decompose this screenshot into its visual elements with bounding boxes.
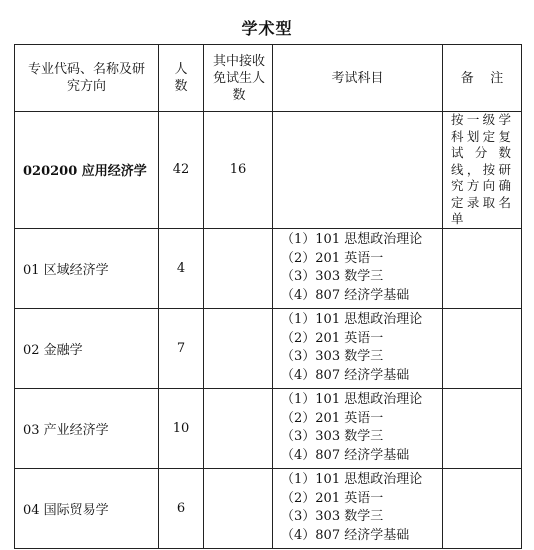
- subject-item: （3）303 数学三: [281, 509, 384, 524]
- direction-name: 03 产业经济学: [15, 388, 159, 468]
- table-row: [15, 468, 522, 548]
- direction-name: 02 金融学: [15, 308, 159, 388]
- major-exempt-count: 16: [204, 112, 273, 229]
- subject-item: （2）201 英语一: [281, 490, 384, 506]
- subject-item: （1）101 思想政治理论: [281, 472, 423, 487]
- header-program: 专业代码、名称及研究方向: [15, 45, 159, 112]
- direction-count: 7: [159, 308, 204, 388]
- subject-item: （4）807 经济学基础: [281, 287, 410, 303]
- major-code-name: 020200 应用经济学: [23, 164, 147, 180]
- subject-item: （2）201 英语一: [281, 330, 384, 346]
- subject-item: （4）807 经济学基础: [281, 367, 410, 383]
- table-row: [15, 228, 522, 308]
- subject-item: （2）201 英语一: [281, 410, 384, 426]
- direction-remark-cell: [443, 308, 522, 388]
- direction-remark-cell: [443, 468, 522, 548]
- table-row: [15, 388, 522, 468]
- direction-remark-cell: [443, 388, 522, 468]
- direction-exempt-cell: [204, 468, 273, 548]
- admissions-table: [14, 44, 522, 549]
- header-remarks: 备 注: [443, 45, 522, 112]
- header-count: 人数: [159, 45, 204, 112]
- subject-item: （4）807 经济学基础: [281, 527, 410, 543]
- subject-item: （1）101 思想政治理论: [281, 312, 423, 327]
- page-title: 学术型: [241, 19, 293, 38]
- direction-exempt-cell: [204, 228, 273, 308]
- major-count: 42: [159, 112, 204, 229]
- direction-count: 4: [159, 228, 204, 308]
- subject-item: （2）201 英语一: [281, 250, 384, 266]
- direction-name: 04 国际贸易学: [15, 468, 159, 548]
- direction-subjects: [273, 308, 443, 388]
- direction-exempt-cell: [204, 308, 273, 388]
- direction-subjects: [273, 468, 443, 548]
- table-header-row: [15, 45, 522, 112]
- subject-item: （3）303 数学三: [281, 269, 384, 284]
- table-row-major: [15, 112, 522, 229]
- major-remark: 按一级学科划定复试分数线，按研究方向确定录取名单: [443, 112, 522, 229]
- header-exempt-count: 其中接收免试生人数: [204, 45, 273, 112]
- direction-name: 01 区域经济学: [15, 228, 159, 308]
- direction-subjects: [273, 228, 443, 308]
- subject-item: （3）303 数学三: [281, 349, 384, 364]
- direction-remark-cell: [443, 228, 522, 308]
- direction-subjects: [273, 388, 443, 468]
- direction-count: 10: [159, 388, 204, 468]
- subject-item: （1）101 思想政治理论: [281, 392, 423, 407]
- subject-item: （3）303 数学三: [281, 429, 384, 444]
- direction-exempt-cell: [204, 388, 273, 468]
- table-row: [15, 308, 522, 388]
- major-subjects-cell: [273, 112, 443, 229]
- direction-count: 6: [159, 468, 204, 548]
- subject-item: （1）101 思想政治理论: [281, 232, 423, 247]
- major-name-cell: [15, 112, 159, 229]
- subject-item: （4）807 经济学基础: [281, 447, 410, 463]
- header-exam-subjects: 考试科目: [273, 45, 443, 112]
